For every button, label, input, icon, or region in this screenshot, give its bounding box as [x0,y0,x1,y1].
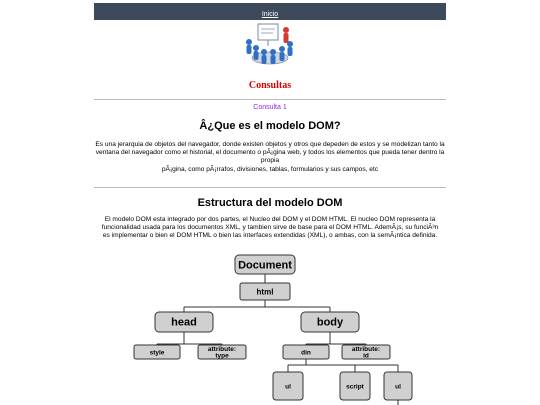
section1-heading: Â¿Que es el modelo DOM? [199,120,341,132]
divider [94,99,446,100]
section1-line: Es una jerarquia de objetos del navegador, donde existen objetos y otros que depeden de estos y se modelizan tanto la [95,141,445,148]
meeting-logo-image [240,22,300,72]
node-html [240,283,290,300]
section1-paragraph [94,141,446,174]
node-ul-1 [273,372,303,400]
node-attribute-type-label-1: attribute: [207,346,237,353]
top-navbar [94,3,446,20]
node-attribute-type-label-2: type [215,352,229,360]
dom-tree-diagram [120,252,420,405]
node-script-label: script [346,383,364,391]
node-din [283,345,329,359]
node-din-label: din [301,349,311,357]
node-body-label: body [316,316,344,329]
node-ul-2-label: ul [395,383,401,391]
node-attribute-type [198,345,246,360]
node-script [340,372,370,400]
section2-line: funcionalidad usada para los documentos XML, y tambien sirve de base para el DOM HTML. AdemÃ¡s, su funciÃ³n [101,224,439,232]
node-style-label: style [149,349,165,357]
consulta-1-link[interactable]: Consulta 1 [253,104,287,111]
node-body [301,312,359,332]
node-attribute-id-label-1: attribute: [351,346,381,353]
node-attribute-id [342,345,390,360]
node-ul-2 [384,372,412,400]
nav-inicio-link[interactable]: Inicio [261,11,279,18]
node-html-label: html [256,287,274,297]
node-head [155,312,213,332]
divider [94,187,446,188]
section2-line: es implementar o bien el DOM HTML o bien las interfaces extendidas (XML), o ambas, con la semÃ¡ntica definida. [102,232,438,240]
section2-line: El modelo DOM esta integrado por dos partes, el Nucleo del DOM y el DOM HTML. El nucleo DOM representa la [104,216,436,223]
node-style [134,345,180,359]
site-title: Consultas [248,80,292,91]
section1-line: pÃ¡gina, como pÃ¡rrafos, divisiones, tablas, formularios y sus campos, etc [161,165,379,173]
node-ul-1-label: ul [285,383,291,391]
section2-heading: Estructura del modelo DOM [197,197,343,209]
node-document [235,255,295,274]
node-head-label: head [171,316,197,329]
section2-paragraph [94,216,446,241]
node-document-label: Document [238,259,292,272]
node-attribute-id-label-2: id [363,352,369,360]
section1-line: ventana del navegador como el historial, el documento o pÃ¡gina web, y todos los elementos que pueda tener dentro la propia [95,149,445,165]
